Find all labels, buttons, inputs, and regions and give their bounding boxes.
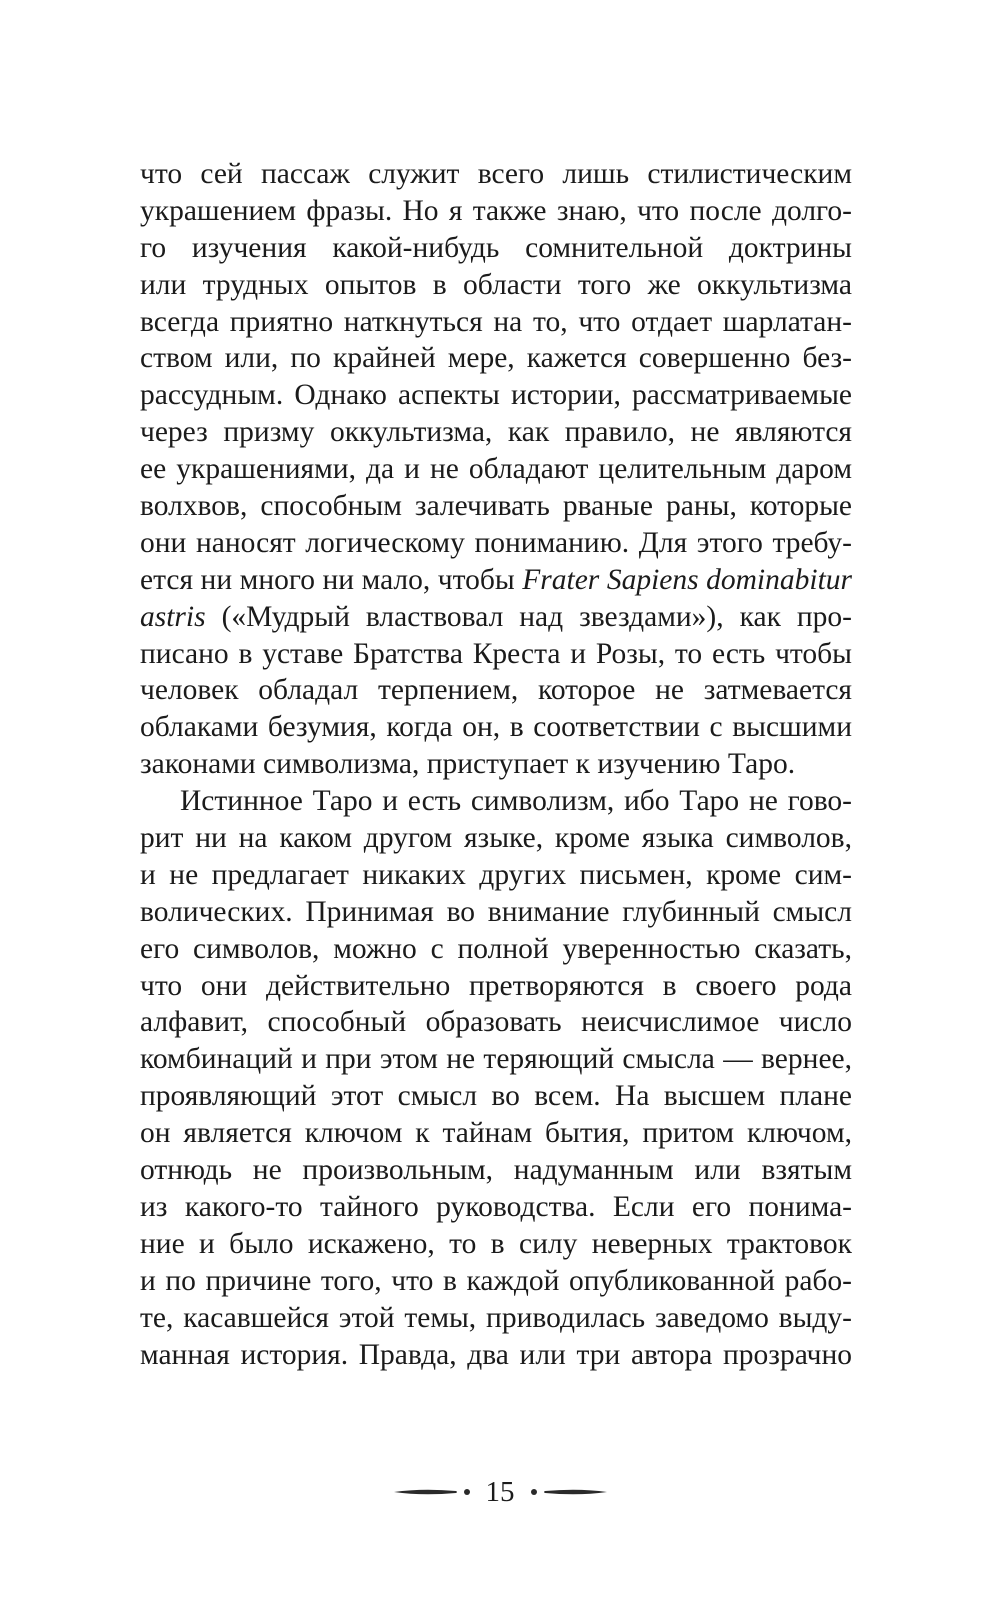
text-line (140, 857, 852, 894)
text-run: ется ни много ни мало, чтобы (140, 563, 523, 596)
text-run: он является ключом к тайнам бытия, притом ключом, (140, 1117, 852, 1150)
text-line (140, 599, 852, 636)
page-footer (0, 1472, 1000, 1512)
text-line (140, 1337, 852, 1374)
text-line (140, 488, 852, 525)
text-line (140, 1189, 852, 1226)
right-ornament-icon (529, 1485, 609, 1499)
text-line (140, 820, 852, 857)
text-run: облаками безумия, когда он, в соответствии с высшими (140, 711, 852, 744)
text-run: через призму оккультизма, как правило, не являются (140, 416, 852, 449)
text-line (140, 377, 852, 414)
text-run: го изучения какой-нибудь сомнительной доктрины (140, 231, 852, 264)
text-run: и по причине того, что в каждой опубликованной рабо- (140, 1264, 852, 1297)
text-run: («Мудрый властвовал над звездами»), как про- (205, 600, 852, 633)
text-run: украшением фразы. Но я также знаю, что после долго- (140, 194, 852, 227)
text-line (140, 1263, 852, 1300)
text-line (140, 1004, 852, 1041)
text-run: законами символизма, приступает к изучению Таро. (140, 748, 796, 781)
text-run: волических. Принимая во внимание глубинный смысл (140, 895, 852, 928)
text-line (140, 340, 852, 377)
text-line (140, 672, 852, 709)
text-run: манная история. Правда, два или три автора прозрачно (140, 1338, 852, 1371)
text-run: те, касавшейся этой темы, приводилась заведомо выду- (140, 1301, 852, 1334)
text-line (140, 304, 852, 341)
left-ornament-icon (392, 1485, 472, 1499)
text-run: они наносят логическому пониманию. Для этого требу- (140, 526, 852, 559)
text-run: рассудным. Однако аспекты истории, рассматриваемые (140, 379, 852, 412)
text-run: его символов, можно с полной уверенностью сказать, (140, 932, 852, 965)
text-line (140, 1226, 852, 1263)
text-run: ее украшениями, да и не обладают целительным даром (140, 453, 852, 486)
text-run: ством или, по крайней мере, кажется совершенно без- (140, 342, 852, 375)
text-run: всегда приятно наткнуться на то, что отдает шарлатан- (140, 305, 852, 338)
text-run: человек обладал терпением, которое не затмевается (140, 674, 852, 707)
text-run: волхвов, способным залечивать рваные раны, которые (140, 490, 852, 523)
text-line (140, 931, 852, 968)
body-text (140, 156, 852, 1373)
text-line (140, 1152, 852, 1189)
text-run: или трудных опытов в области того же оккультизма (140, 268, 852, 301)
text-line (140, 636, 852, 673)
paragraph (140, 783, 852, 1373)
text-line (140, 1078, 852, 1115)
text-run: комбинаций и при этом не теряющий смысла — вернее, (140, 1043, 852, 1076)
page-number: 15 (485, 1476, 515, 1508)
text-line (140, 783, 852, 820)
text-run: что они действительно претворяются в своего рода (140, 969, 852, 1002)
text-line (140, 267, 852, 304)
text-run: проявляющий этот смысл во всем. На высшем плане (140, 1080, 852, 1113)
text-line (140, 562, 852, 599)
italic-phrase: Frater Sapiens dominabitur (522, 563, 852, 596)
text-line (140, 1041, 852, 1078)
text-run: и не предлагает никаких других письмен, кроме сим- (140, 858, 852, 891)
text-line (140, 525, 852, 562)
text-run: писано в уставе Братства Креста и Розы, то есть чтобы (140, 637, 852, 670)
text-run: из какого-то тайного руководства. Если его понима- (140, 1190, 852, 1223)
text-run: ние и было искажено, то в силу неверных трактовок (140, 1227, 852, 1260)
text-run: Истинное Таро и есть символизм, ибо Таро не гово- (180, 785, 852, 818)
text-line (140, 1300, 852, 1337)
text-line (140, 193, 852, 230)
text-line (140, 1115, 852, 1152)
text-run: рит ни на каком другом языке, кроме языка символов, (140, 822, 852, 855)
italic-phrase: astris (140, 600, 206, 633)
text-line (140, 746, 852, 783)
text-line (140, 230, 852, 267)
text-line (140, 451, 852, 488)
text-line (140, 414, 852, 451)
text-line (140, 968, 852, 1005)
text-line (140, 156, 852, 193)
text-run: что сей пассаж служит всего лишь стилистическим (140, 158, 852, 190)
text-line (140, 709, 852, 746)
text-run: отнюдь не произвольным, надуманным или взятым (140, 1154, 852, 1187)
text-run: алфавит, способный образовать неисчислимое число (140, 1006, 852, 1039)
text-line (140, 894, 852, 931)
paragraph (140, 156, 852, 783)
